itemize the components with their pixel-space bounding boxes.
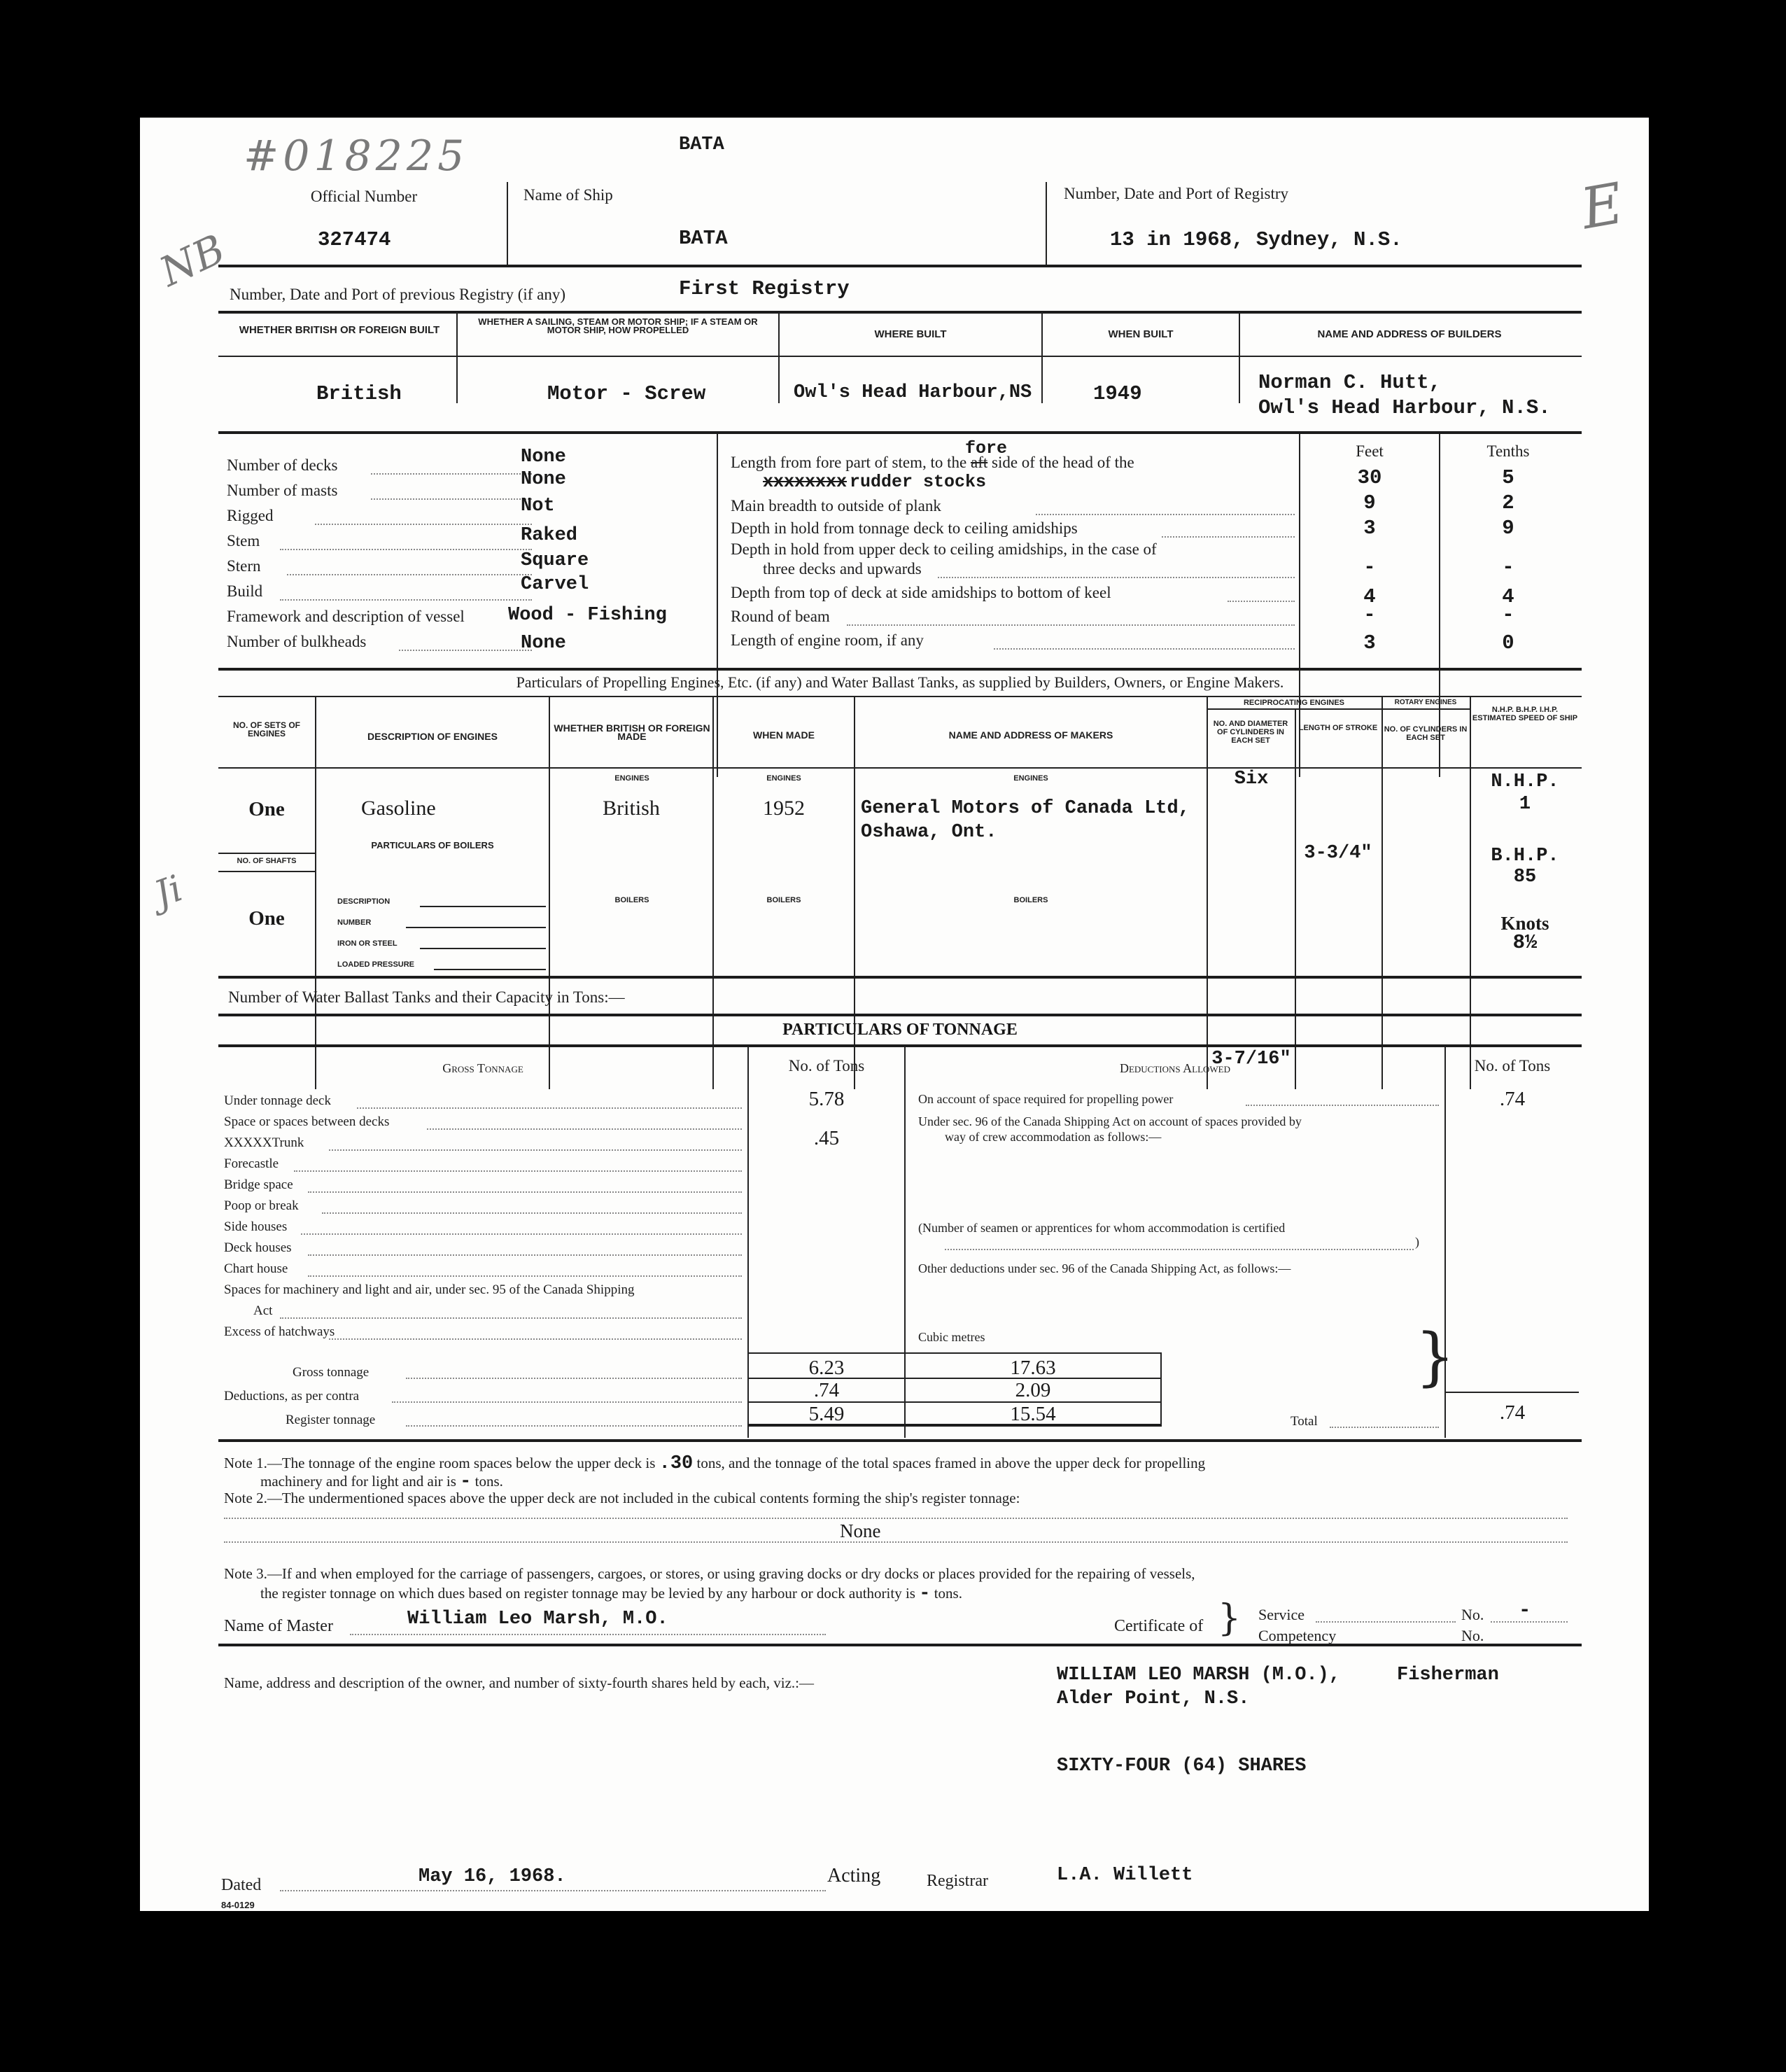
gross-tonnage-label: Gross tonnage (293, 1365, 370, 1380)
trunk-tons: .45 (813, 1127, 840, 1149)
margin-mark-right: E (1576, 170, 1629, 242)
length-label-a: Length from fore part of stem, to the (731, 454, 967, 471)
bhp-label: B.H.P. (1491, 846, 1559, 867)
deductions-cubic: 2.09 (1015, 1379, 1051, 1401)
margin-mark-left2: Ji (148, 867, 188, 916)
service-no-label: No. (1461, 1606, 1484, 1623)
engine-british: British (603, 797, 660, 820)
note1-value: .30 (659, 1453, 694, 1474)
engine-room-label: Length of engine room, if any (731, 631, 924, 649)
depth1-label: Depth in hold from tonnage deck to ceiling amidships (731, 519, 1078, 537)
h-sailing-steam: WHETHER A SAILING, STEAM OR MOTOR SHIP; IF A STEAM OR MOTOR SHIP, HOW PROPELLED (478, 316, 758, 335)
service-label: Service (1258, 1606, 1305, 1623)
engines-section-title: Particulars of Propelling Engines, Etc. (if any) and Water Ballast Tanks, as supplied by Builders, Owners, or Engine Makers. (516, 673, 1284, 691)
note1-text-a: Note 1.—The tonnage of the engine room spaces below the upper deck is (224, 1455, 656, 1471)
engine-when-made: 1952 (763, 797, 805, 820)
registrar-label: Registrar (927, 1872, 988, 1890)
row-bridge-space: Bridge space (224, 1177, 293, 1192)
stem-value: Raked (521, 525, 578, 546)
tenths-engine-room: 0 (1502, 631, 1514, 654)
row-side-houses: Side houses (224, 1219, 288, 1234)
acting-label: Acting (827, 1865, 881, 1886)
depth3-label: Depth from top of deck at side amidships to bottom of keel (731, 584, 1111, 601)
note2-value: None (840, 1520, 881, 1541)
detail-label-stem: Stem (227, 532, 260, 550)
ded-propelling-value: .74 (1499, 1088, 1526, 1110)
master-label: Name of Master (224, 1617, 333, 1635)
tenths-depth3: 4 (1502, 585, 1514, 608)
h-power: N.H.P. B.H.P. I.H.P. ESTIMATED SPEED OF SHIP (1472, 706, 1578, 722)
gross-tonnage-header: Gross Tonnage (442, 1061, 523, 1075)
row-forecastle: Forecastle (224, 1156, 279, 1171)
h-rotary-cylinders: NO. OF CYLINDERS IN EACH SET (1384, 725, 1468, 742)
row-trunk: XXXXXTrunk (224, 1135, 304, 1150)
sub-engines-british: ENGINES (614, 774, 649, 783)
build-value: Carvel (521, 574, 589, 595)
bulkheads-value: None (521, 633, 566, 654)
shafts-value: One (248, 907, 285, 930)
feet-label: Feet (1356, 442, 1384, 460)
propulsion: Motor - Screw (547, 382, 706, 405)
h-british-built: WHETHER BRITISH OR FOREIGN BUILT (239, 324, 440, 336)
boiler-pressure-label: LOADED PRESSURE (337, 960, 415, 969)
ded-seamen-label: (Number of seamen or apprentices for whom accommodation is certified (918, 1221, 1286, 1235)
dated-label: Dated (221, 1876, 262, 1894)
builders-line2: Owl's Head Harbour, N.S. (1258, 396, 1551, 419)
ship-name: BATA (679, 227, 728, 250)
row-chart-house: Chart house (224, 1261, 288, 1276)
note3-text-c: tons. (934, 1585, 962, 1602)
h-when-built: WHEN BUILT (1108, 328, 1174, 340)
row-poop: Poop or break (224, 1198, 299, 1213)
rigged-value: Not (521, 496, 555, 517)
owner-label: Name, address and description of the owner, and number of sixty-fourth shares held by each, viz.:— (224, 1674, 814, 1691)
depth2-label-b: three decks and upwards (763, 560, 922, 578)
feet-beam: - (1363, 603, 1376, 626)
h-stroke: LENGTH OF STROKE (1298, 724, 1378, 732)
boiler-number-label: NUMBER (337, 918, 372, 927)
engine-sets: One (248, 798, 285, 820)
dated-value: May 16, 1968. (419, 1866, 566, 1887)
registry-value: 13 in 1968, Sydney, N.S. (1110, 228, 1402, 251)
previous-registry-label: Number, Date and Port of previous Registry (if any) (230, 286, 566, 303)
h-builders: NAME AND ADDRESS OF BUILDERS (1317, 328, 1502, 340)
bhp-value: 85 (1513, 867, 1537, 888)
h-description-engines: DESCRIPTION OF ENGINES (367, 731, 498, 742)
tonnage-title: PARTICULARS OF TONNAGE (782, 1021, 1018, 1039)
sub-boilers-makers: BOILERS (1013, 896, 1048, 904)
master-name: William Leo Marsh, M.O. (407, 1609, 668, 1630)
engine-description: Gasoline (361, 797, 436, 820)
owner-address: Alder Point, N.S. (1057, 1688, 1250, 1709)
sub-boilers-british: BOILERS (614, 896, 649, 904)
sub-engines-when: ENGINES (766, 774, 801, 783)
masts-value: None (521, 469, 566, 490)
speed-label: Knots (1500, 913, 1549, 934)
file-number-handwritten: #018225 (244, 132, 469, 181)
note3-text-b: the register tonnage on which dues based on register tonnage may be levied by any harbour or dock authority is (260, 1585, 915, 1602)
gross-tons: 6.23 (808, 1357, 845, 1379)
feet-length: 30 (1357, 466, 1382, 489)
row-hatchways: Excess of hatchways (224, 1324, 335, 1339)
nhp-value: 1 (1519, 794, 1531, 815)
detail-label-rigged: Rigged (227, 507, 274, 524)
when-built: 1949 (1093, 382, 1142, 405)
breadth-label: Main breadth to outside of plank (731, 497, 941, 514)
registrar-name: L.A. Willett (1057, 1865, 1193, 1886)
row-machinery-act: Act (253, 1303, 273, 1318)
certificate-label: Certificate of (1114, 1617, 1204, 1635)
competency-label: Competency (1258, 1627, 1337, 1644)
length-insert: fore (964, 438, 1007, 458)
depth2-label-a: Depth in hold from upper deck to ceiling amidships, in the case of (731, 540, 1157, 558)
length-label-b: side of the head of the (992, 454, 1134, 471)
boiler-iron-label: IRON OR STEEL (337, 939, 398, 948)
built-british: British (316, 382, 402, 405)
detail-label-stern: Stern (227, 557, 261, 575)
detail-label-bulkheads: Number of bulkheads (227, 633, 367, 650)
competency-no-label: No. (1461, 1627, 1484, 1644)
length-struck2: xxxxxxxx (763, 472, 848, 492)
official-number: 327474 (318, 228, 391, 251)
register-tonnage-label: Register tonnage (286, 1413, 376, 1427)
ded-propelling-label: On account of space required for propelling power (918, 1092, 1174, 1106)
note1-text-d: tons. (474, 1473, 503, 1490)
register-tons: 5.49 (808, 1403, 845, 1425)
row-machinery-spaces: Spaces for machinery and light and air, under sec. 95 of the Canada Shipping (224, 1282, 635, 1297)
ded-crew-label-a: Under sec. 96 of the Canada Shipping Act on account of spaces provided by (918, 1114, 1302, 1128)
registry-form (140, 118, 1649, 1911)
engine-maker-line2: Oshawa, Ont. (861, 822, 997, 843)
note1-text-c: machinery and for light and air is (260, 1473, 456, 1490)
gross-cubic: 17.63 (1010, 1357, 1056, 1379)
boilers-header: PARTICULARS OF BOILERS (371, 840, 494, 850)
total-value: .74 (1499, 1401, 1526, 1424)
deductions-header: Deductions Allowed (1119, 1061, 1231, 1075)
h-makers: NAME AND ADDRESS OF MAKERS (948, 729, 1113, 741)
note2-text: Note 2.—The undermentioned spaces above the upper deck are not included in the cubical contents forming the ship's register tonnage: (224, 1490, 1020, 1506)
framework-value: Wood - Fishing (508, 605, 667, 626)
owner-name: WILLIAM LEO MARSH (M.O.), (1057, 1665, 1341, 1686)
row-deck-houses: Deck houses (224, 1240, 292, 1255)
note1-value2: - (460, 1471, 472, 1492)
tenths-depth1: 9 (1502, 517, 1514, 540)
h-reciprocating: RECIPROCATING ENGINES (1243, 699, 1345, 707)
ship-name-label: Name of Ship (523, 186, 613, 204)
engine-stroke: 3-3/4" (1304, 843, 1372, 864)
beam-label: Round of beam (731, 608, 830, 625)
h-british-made: WHETHER BRITISH OR FOREIGN MADE (554, 722, 710, 742)
boiler-description-label: DESCRIPTION (337, 897, 391, 906)
shafts-label: NO. OF SHAFTS (237, 857, 297, 865)
tenths-beam: - (1502, 603, 1514, 626)
engine-cylinders: Six (1234, 769, 1269, 790)
feet-breadth: 9 (1363, 491, 1376, 514)
owner-occupation: Fisherman (1397, 1665, 1499, 1686)
tenths-length: 5 (1502, 466, 1514, 489)
deductions-tons: .74 (813, 1379, 840, 1401)
tons-header: No. of Tons (788, 1057, 865, 1074)
certificate-brace: } (1218, 1597, 1242, 1639)
sub-engines-makers: ENGINES (1013, 774, 1048, 783)
registry-label: Number, Date and Port of Registry (1064, 185, 1289, 202)
h-when-made: WHEN MADE (753, 729, 815, 741)
feet-depth3: 4 (1363, 585, 1376, 608)
register-cubic: 15.54 (1010, 1403, 1056, 1425)
service-no-value: - (1519, 1599, 1531, 1622)
feet-depth2: - (1363, 556, 1376, 579)
ded-seamen-close: ) (1415, 1235, 1419, 1249)
detail-label-decks: Number of decks (227, 456, 338, 474)
speed-value: 8½ (1512, 931, 1538, 954)
h-rotary: ROTARY ENGINES (1394, 699, 1457, 706)
h-sets-engines: NO. OF SETS OF ENGINES (232, 720, 300, 738)
length-rudder: rudder stocks (850, 472, 987, 492)
form-number: 84-0129 (221, 1900, 255, 1910)
note3-text-a: Note 3.—If and when employed for the carriage of passengers, cargoes, or stores, or using graving docks or dry docks or places provided for the repairing of vessels, (224, 1565, 1195, 1582)
ship-name-top: BATA (679, 134, 724, 155)
ballast-label: Number of Water Ballast Tanks and their Capacity in Tons:— (228, 988, 625, 1006)
ded-other-label: Other deductions under sec. 96 of the Canada Shipping Act, as follows:— (918, 1261, 1291, 1275)
length-struck: aft (970, 454, 988, 471)
builders-line1: Norman C. Hutt, (1258, 371, 1442, 394)
note3-value: - (919, 1583, 931, 1604)
feet-depth1: 3 (1363, 517, 1376, 540)
tons-header-2: No. of Tons (1474, 1057, 1551, 1074)
total-label: Total (1291, 1414, 1318, 1429)
detail-label-masts: Number of masts (227, 482, 338, 499)
stern-value: Square (521, 550, 589, 571)
brace-deductions: } (1415, 1320, 1456, 1394)
tenths-breadth: 2 (1502, 491, 1514, 514)
margin-mark-left: NB (153, 225, 232, 296)
h-where-built: WHERE BUILT (874, 328, 947, 340)
official-number-label: Official Number (310, 188, 418, 205)
engine-diameter: 3-7/16" (1211, 1049, 1291, 1070)
note1-text-b: tons, and the tonnage of the total spaces framed in above the upper deck for propelling (696, 1455, 1206, 1471)
h-cylinders: NO. AND DIAMETER OF CYLINDERS IN EACH SET (1213, 720, 1288, 745)
sub-boilers-when: BOILERS (766, 896, 801, 904)
cubic-metres-label: Cubic metres (918, 1330, 985, 1344)
row-between-decks: Space or spaces between decks (224, 1114, 390, 1129)
nhp-label: N.H.P. (1491, 771, 1559, 792)
detail-label-build: Build (227, 582, 263, 600)
owner-shares: SIXTY-FOUR (64) SHARES (1057, 1756, 1307, 1777)
where-built: Owl's Head Harbour,NS (794, 382, 1032, 403)
row-under-tonnage-deck: Under tonnage deck (224, 1093, 331, 1108)
tenths-label: Tenths (1486, 442, 1530, 460)
deductions-contra-label: Deductions, as per contra (224, 1389, 360, 1404)
decks-value: None (521, 447, 566, 468)
ded-crew-label-b: way of crew accommodation as follows:— (945, 1130, 1162, 1144)
detail-label-framework: Framework and description of vessel (227, 608, 465, 625)
feet-engine-room: 3 (1363, 631, 1376, 654)
previous-registry: First Registry (679, 277, 850, 300)
under-deck-tons: 5.78 (808, 1088, 845, 1110)
tenths-depth2: - (1502, 556, 1514, 579)
engine-maker-line1: General Motors of Canada Ltd, (861, 798, 1190, 819)
